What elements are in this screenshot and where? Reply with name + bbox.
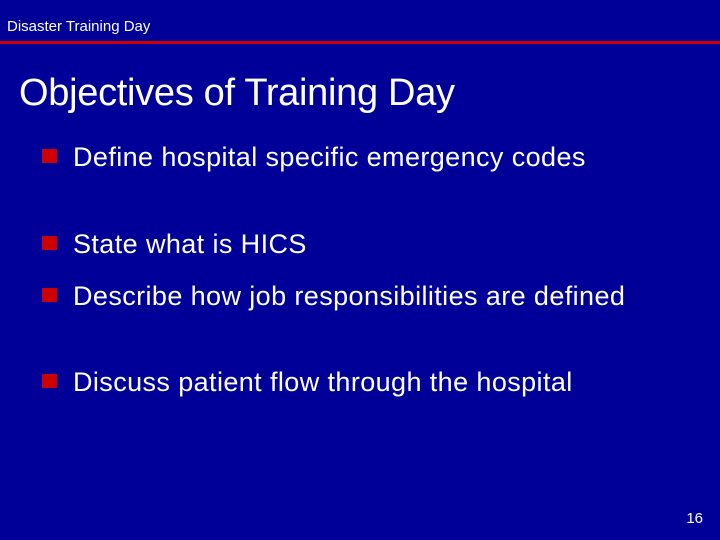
slide-title: Objectives of Training Day <box>19 72 455 114</box>
square-bullet-icon <box>42 149 57 163</box>
bullet-text: Define hospital specific emergency codes <box>73 142 586 172</box>
header-divider <box>0 41 720 44</box>
page-number: 16 <box>686 510 703 527</box>
bullet-text: Describe how job responsibilities are defined <box>73 281 626 311</box>
bullet-text: Discuss patient flow through the hospital <box>73 367 573 397</box>
square-bullet-icon <box>42 288 57 302</box>
bullet-text: State what is HICS <box>73 229 307 259</box>
square-bullet-icon <box>42 236 57 250</box>
header-title: Disaster Training Day <box>7 18 151 35</box>
square-bullet-icon <box>42 374 57 388</box>
